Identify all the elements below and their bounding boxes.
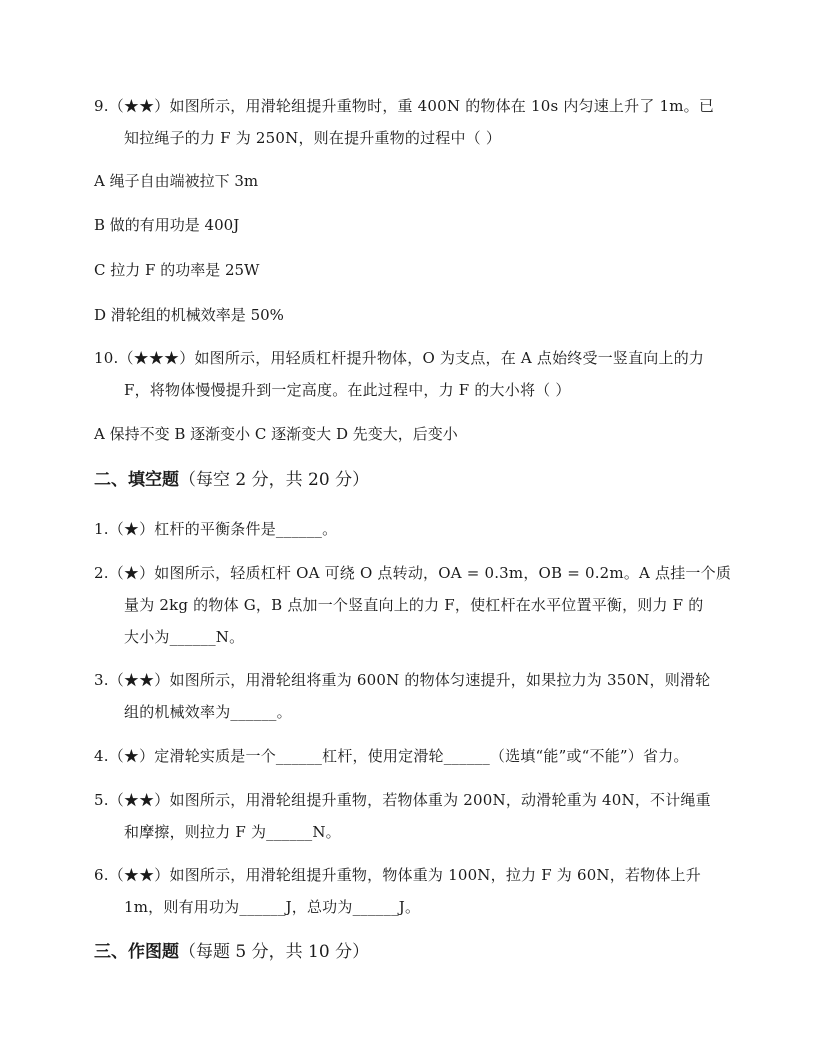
section-2-note: （每空 2 分，共 20 分）	[179, 470, 370, 490]
fill-question-4	[94, 740, 734, 772]
question-10	[94, 342, 734, 406]
fill-question-2-line-1: 2.（★）如图所示，轻质杠杆 OA 可绕 O 点转动，OA = 0.3m，OB = 0.2m。A 点挂一个质	[94, 564, 732, 582]
question-9-option-d: D 滑轮组的机械效率是 50%	[94, 306, 284, 324]
fill-question-6-line-1: 6.（★★）如图所示，用滑轮组提升重物，物体重为 100N，拉力 F 为 60N，若物体上升	[94, 866, 701, 884]
section-3-note: （每题 5 分，共 10 分）	[179, 942, 370, 962]
question-10-options: A 保持不变 B 逐渐变小 C 逐渐变大 D 先变大，后变小	[94, 425, 458, 443]
question-9-line-2: 知拉绳子的力 F 为 250N，则在提升重物的过程中（ ）	[124, 129, 502, 147]
question-9	[94, 90, 734, 154]
fill-question-2-line-3: 大小为______N。	[124, 628, 245, 646]
fill-question-2-line-2: 量为 2kg 的物体 G，B 点加一个竖直向上的力 F，使杠杆在水平位置平衡，则力 F 的	[124, 596, 704, 614]
section-3-title: 三、作图题	[94, 942, 179, 962]
section-2-title: 二、填空题	[94, 470, 179, 490]
question-9-option-b: B 做的有用功是 400J	[94, 216, 240, 234]
question-10-line-1: 10.（★★★）如图所示，用轻质杠杆提升物体，O 为支点，在 A 点始终受一竖直向上的力	[94, 349, 705, 367]
section-2-heading	[94, 466, 369, 494]
question-10-line-2: F，将物体慢慢提升到一定高度。在此过程中，力 F 的大小将（ ）	[124, 381, 571, 399]
fill-question-3	[94, 664, 734, 728]
fill-question-1	[94, 513, 734, 545]
fill-question-3-line-1: 3.（★★）如图所示，用滑轮组将重为 600N 的物体匀速提升，如果拉力为 350N，则滑轮	[94, 671, 711, 689]
fill-question-6	[94, 859, 734, 923]
fill-question-5-line-1: 5.（★★）如图所示，用滑轮组提升重物，若物体重为 200N，动滑轮重为 40N，不计绳重	[94, 791, 711, 809]
fill-question-3-line-2: 组的机械效率为______。	[124, 703, 292, 721]
question-9-line-1: 9.（★★）如图所示，用滑轮组提升重物时，重 400N 的物体在 10s 内匀速上升了 1m。已	[94, 97, 715, 115]
fill-question-1-text: 1.（★）杠杆的平衡条件是______。	[94, 520, 338, 538]
question-9-option-a: A 绳子自由端被拉下 3m	[94, 172, 259, 190]
question-9-option-c: C 拉力 F 的功率是 25W	[94, 261, 260, 279]
fill-question-5-line-2: 和摩擦，则拉力 F 为______N。	[124, 823, 341, 841]
fill-question-4-text: 4.（★）定滑轮实质是一个______杠杆，使用定滑轮______（选填“能”或“不能”）省力。	[94, 747, 689, 765]
fill-question-6-line-2: 1m，则有用功为______J，总功为______J。	[124, 898, 421, 916]
section-3-heading	[94, 938, 369, 966]
fill-question-2	[94, 557, 734, 653]
fill-question-5	[94, 784, 734, 848]
